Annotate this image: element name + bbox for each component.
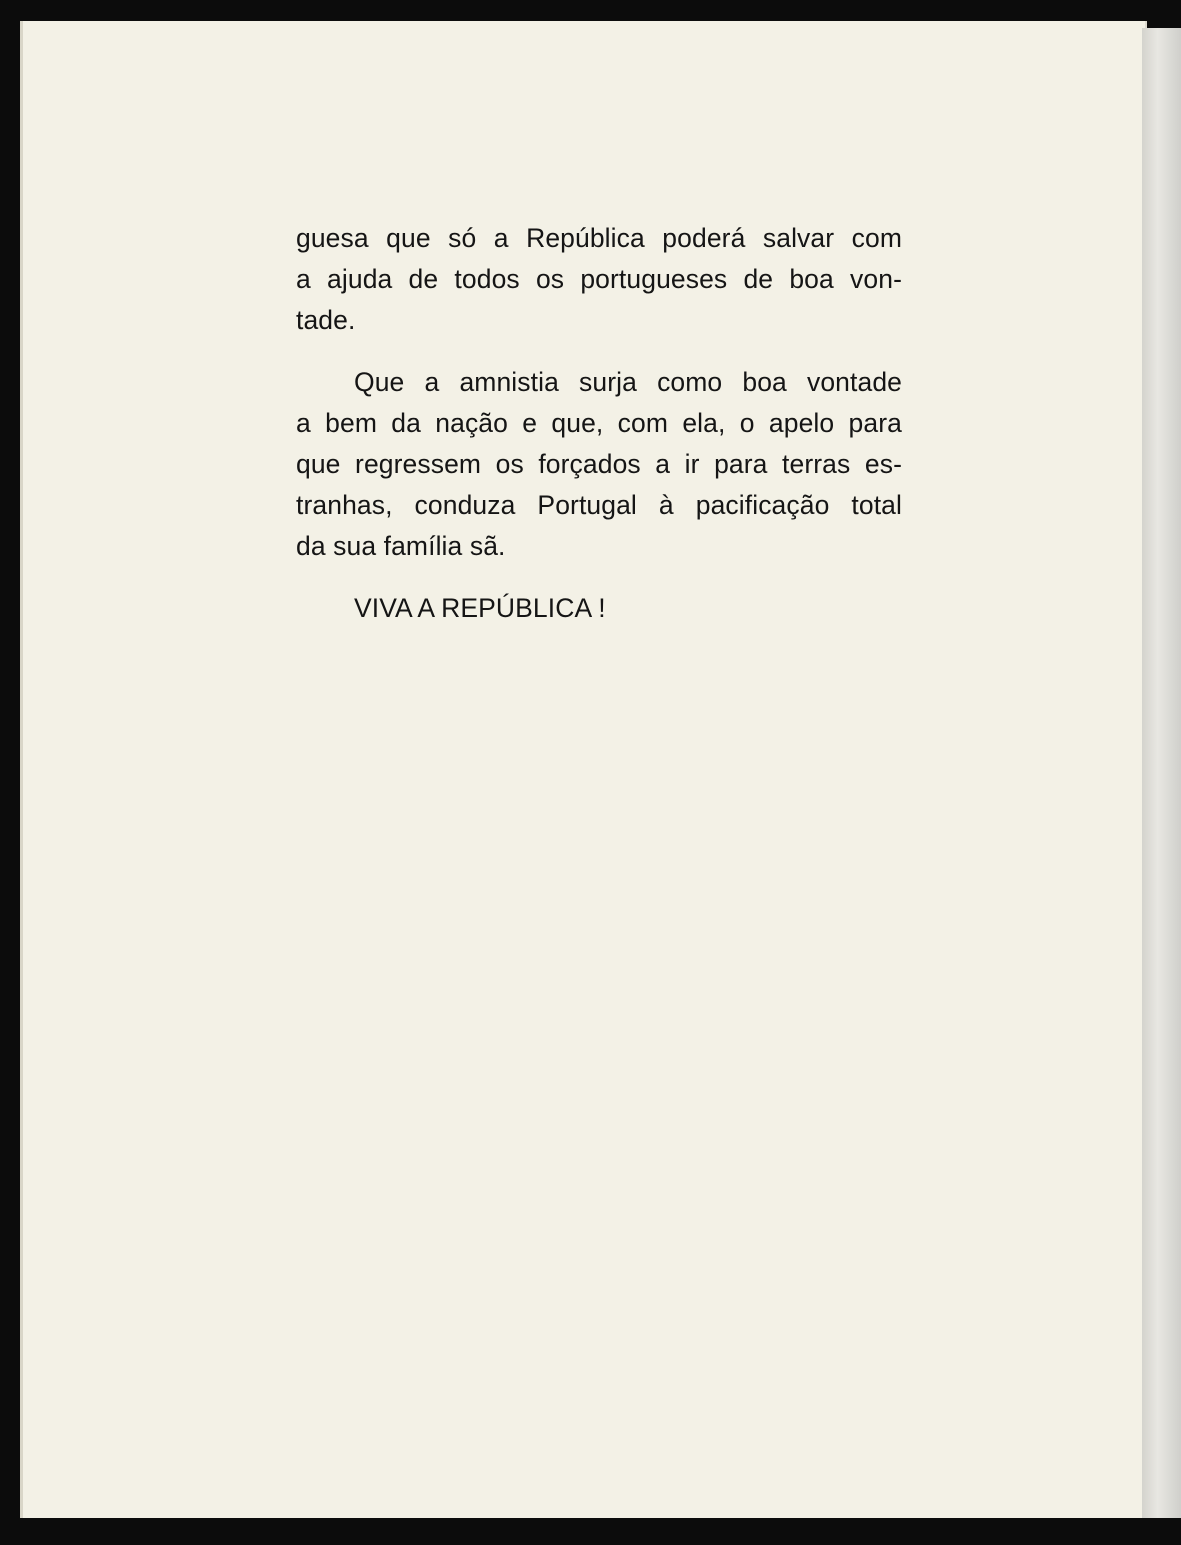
text-line: que regressem os forçados a ir para terras es-: [296, 449, 902, 479]
text-line: da sua família sã.: [296, 531, 506, 561]
page-body-text: [296, 218, 902, 650]
closing-exclamation: VIVA A REPÚBLICA !: [354, 593, 606, 623]
text-line: tade.: [296, 305, 356, 335]
text-line: guesa que só a República poderá salvar com: [296, 223, 902, 253]
adjacent-page-edge: [1142, 28, 1181, 1518]
text-line: tranhas, conduza Portugal à pacificação total: [296, 490, 902, 520]
paragraph-1: [296, 218, 902, 341]
text-line: a bem da nação e que, com ela, o apelo para: [296, 408, 902, 438]
text-line: a ajuda de todos os portugueses de boa von-: [296, 264, 902, 294]
paragraph-2: [296, 362, 902, 567]
text-line: Que a amnistia surja como boa vontade: [354, 367, 902, 397]
